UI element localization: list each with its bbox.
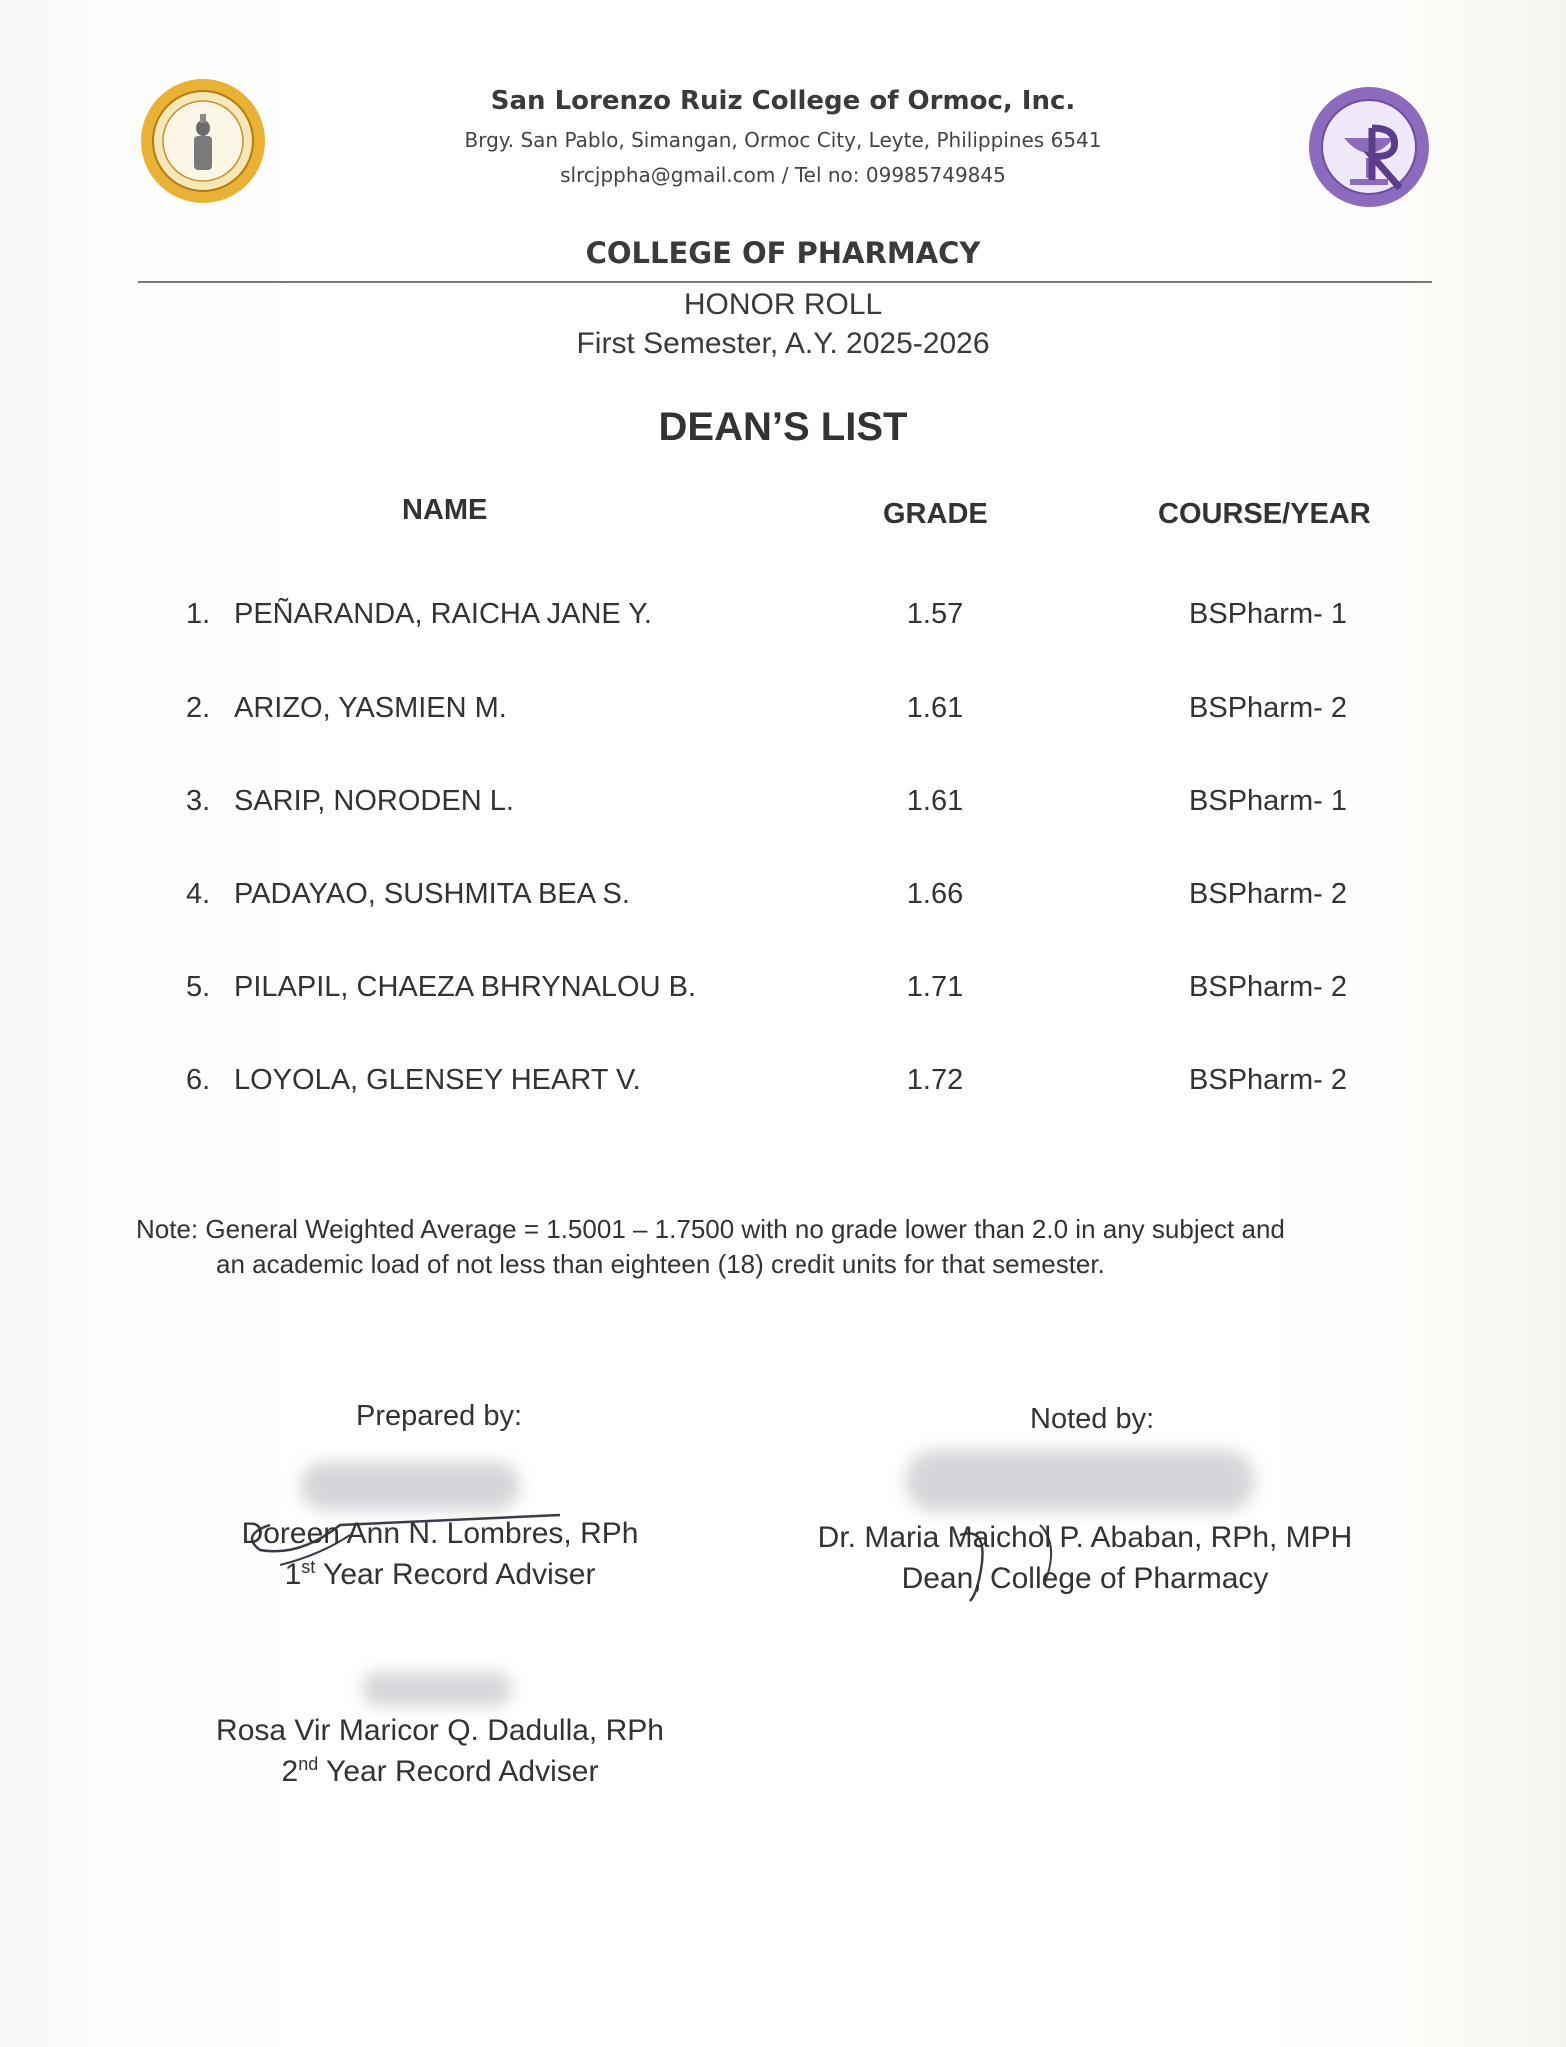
student-grade: 1.71 (906, 971, 964, 1003)
student-name: LOYOLA, GLENSEY HEART V. (234, 1064, 641, 1096)
student-course: BSPharm- 1 (1189, 598, 1347, 630)
student-name: PADAYAO, SUSHMITA BEA S. (234, 878, 630, 910)
row-number: 4. (186, 878, 211, 910)
table-row (0, 785, 1566, 825)
header-divider (138, 281, 1432, 283)
noted-by-label: Noted by: (1030, 1403, 1155, 1435)
row-number: 2. (186, 692, 211, 724)
row-number: 6. (186, 1064, 211, 1096)
student-name: SARIP, NORODEN L. (234, 785, 514, 817)
table-row (0, 878, 1566, 918)
column-header-grade: GRADE (883, 498, 988, 530)
student-course: BSPharm- 2 (1189, 692, 1347, 724)
honor-roll-heading: HONOR ROLL (683, 288, 883, 321)
student-grade: 1.61 (906, 785, 964, 817)
deans-list-title: DEAN’S LIST (658, 405, 908, 449)
student-course: BSPharm- 1 (1189, 785, 1347, 817)
note-text: Note: General Weighted Average = 1.5001 – 1.7500 with no grade lower than 2.0 in any subject and (136, 1214, 1285, 1244)
college-seal-icon (138, 76, 268, 206)
redacted-signature (362, 1672, 512, 1706)
student-course: BSPharm- 2 (1189, 971, 1347, 1003)
student-grade: 1.72 (906, 1064, 964, 1096)
row-number: 1. (186, 598, 211, 630)
prepared-by-label: Prepared by: (356, 1400, 523, 1432)
ordinal-suffix: nd (298, 1754, 319, 1774)
redacted-signature (905, 1450, 1255, 1512)
dean-role: Dean, College of Pharmacy (901, 1562, 1269, 1595)
redacted-signature (300, 1462, 520, 1510)
student-name: ARIZO, YASMIEN M. (234, 692, 507, 724)
column-header-course: COURSE/YEAR (1158, 498, 1371, 530)
student-name: PEÑARANDA, RAICHA JANE Y. (234, 598, 652, 630)
adviser2-name: Rosa Vir Maricor Q. Dadulla, RPh (216, 1714, 664, 1747)
institution-contact: slrcjppha@gmail.com / Tel no: 09985749845 (560, 163, 1006, 187)
table-row (0, 971, 1566, 1011)
note-text-continued: an academic load of not less than eighteen (18) credit units for that semester. (216, 1249, 1105, 1279)
ordinal-suffix: st (301, 1557, 316, 1577)
table-row (0, 692, 1566, 732)
institution-address: Brgy. San Pablo, Simangan, Ormoc City, Leyte, Philippines 6541 (464, 128, 1102, 152)
column-header-name: NAME (402, 494, 488, 526)
student-grade: 1.66 (906, 878, 964, 910)
row-number: 3. (186, 785, 211, 817)
adviser2-role: 2nd Year Record Adviser (281, 1754, 599, 1788)
table-row (0, 598, 1566, 638)
institution-name: San Lorenzo Ruiz College of Ormoc, Inc. (490, 86, 1076, 116)
student-course: BSPharm- 2 (1189, 878, 1347, 910)
college-title: COLLEGE OF PHARMACY (585, 236, 981, 270)
student-grade: 1.57 (906, 598, 964, 630)
table-row (0, 1064, 1566, 1104)
student-grade: 1.61 (906, 692, 964, 724)
row-number: 5. (186, 971, 211, 1003)
adviser1-name: Doreen Ann N. Lombres, RPh (241, 1517, 639, 1550)
adviser1-role: 1st Year Record Adviser (284, 1557, 596, 1591)
semester-heading: First Semester, A.Y. 2025-2026 (576, 327, 990, 360)
student-name: PILAPIL, CHAEZA BHRYNALOU B. (234, 971, 697, 1003)
dean-name: Dr. Maria Maichol P. Ababan, RPh, MPH (817, 1521, 1353, 1554)
student-course: BSPharm- 2 (1189, 1064, 1347, 1096)
pharmacy-seal-icon (1306, 84, 1432, 210)
